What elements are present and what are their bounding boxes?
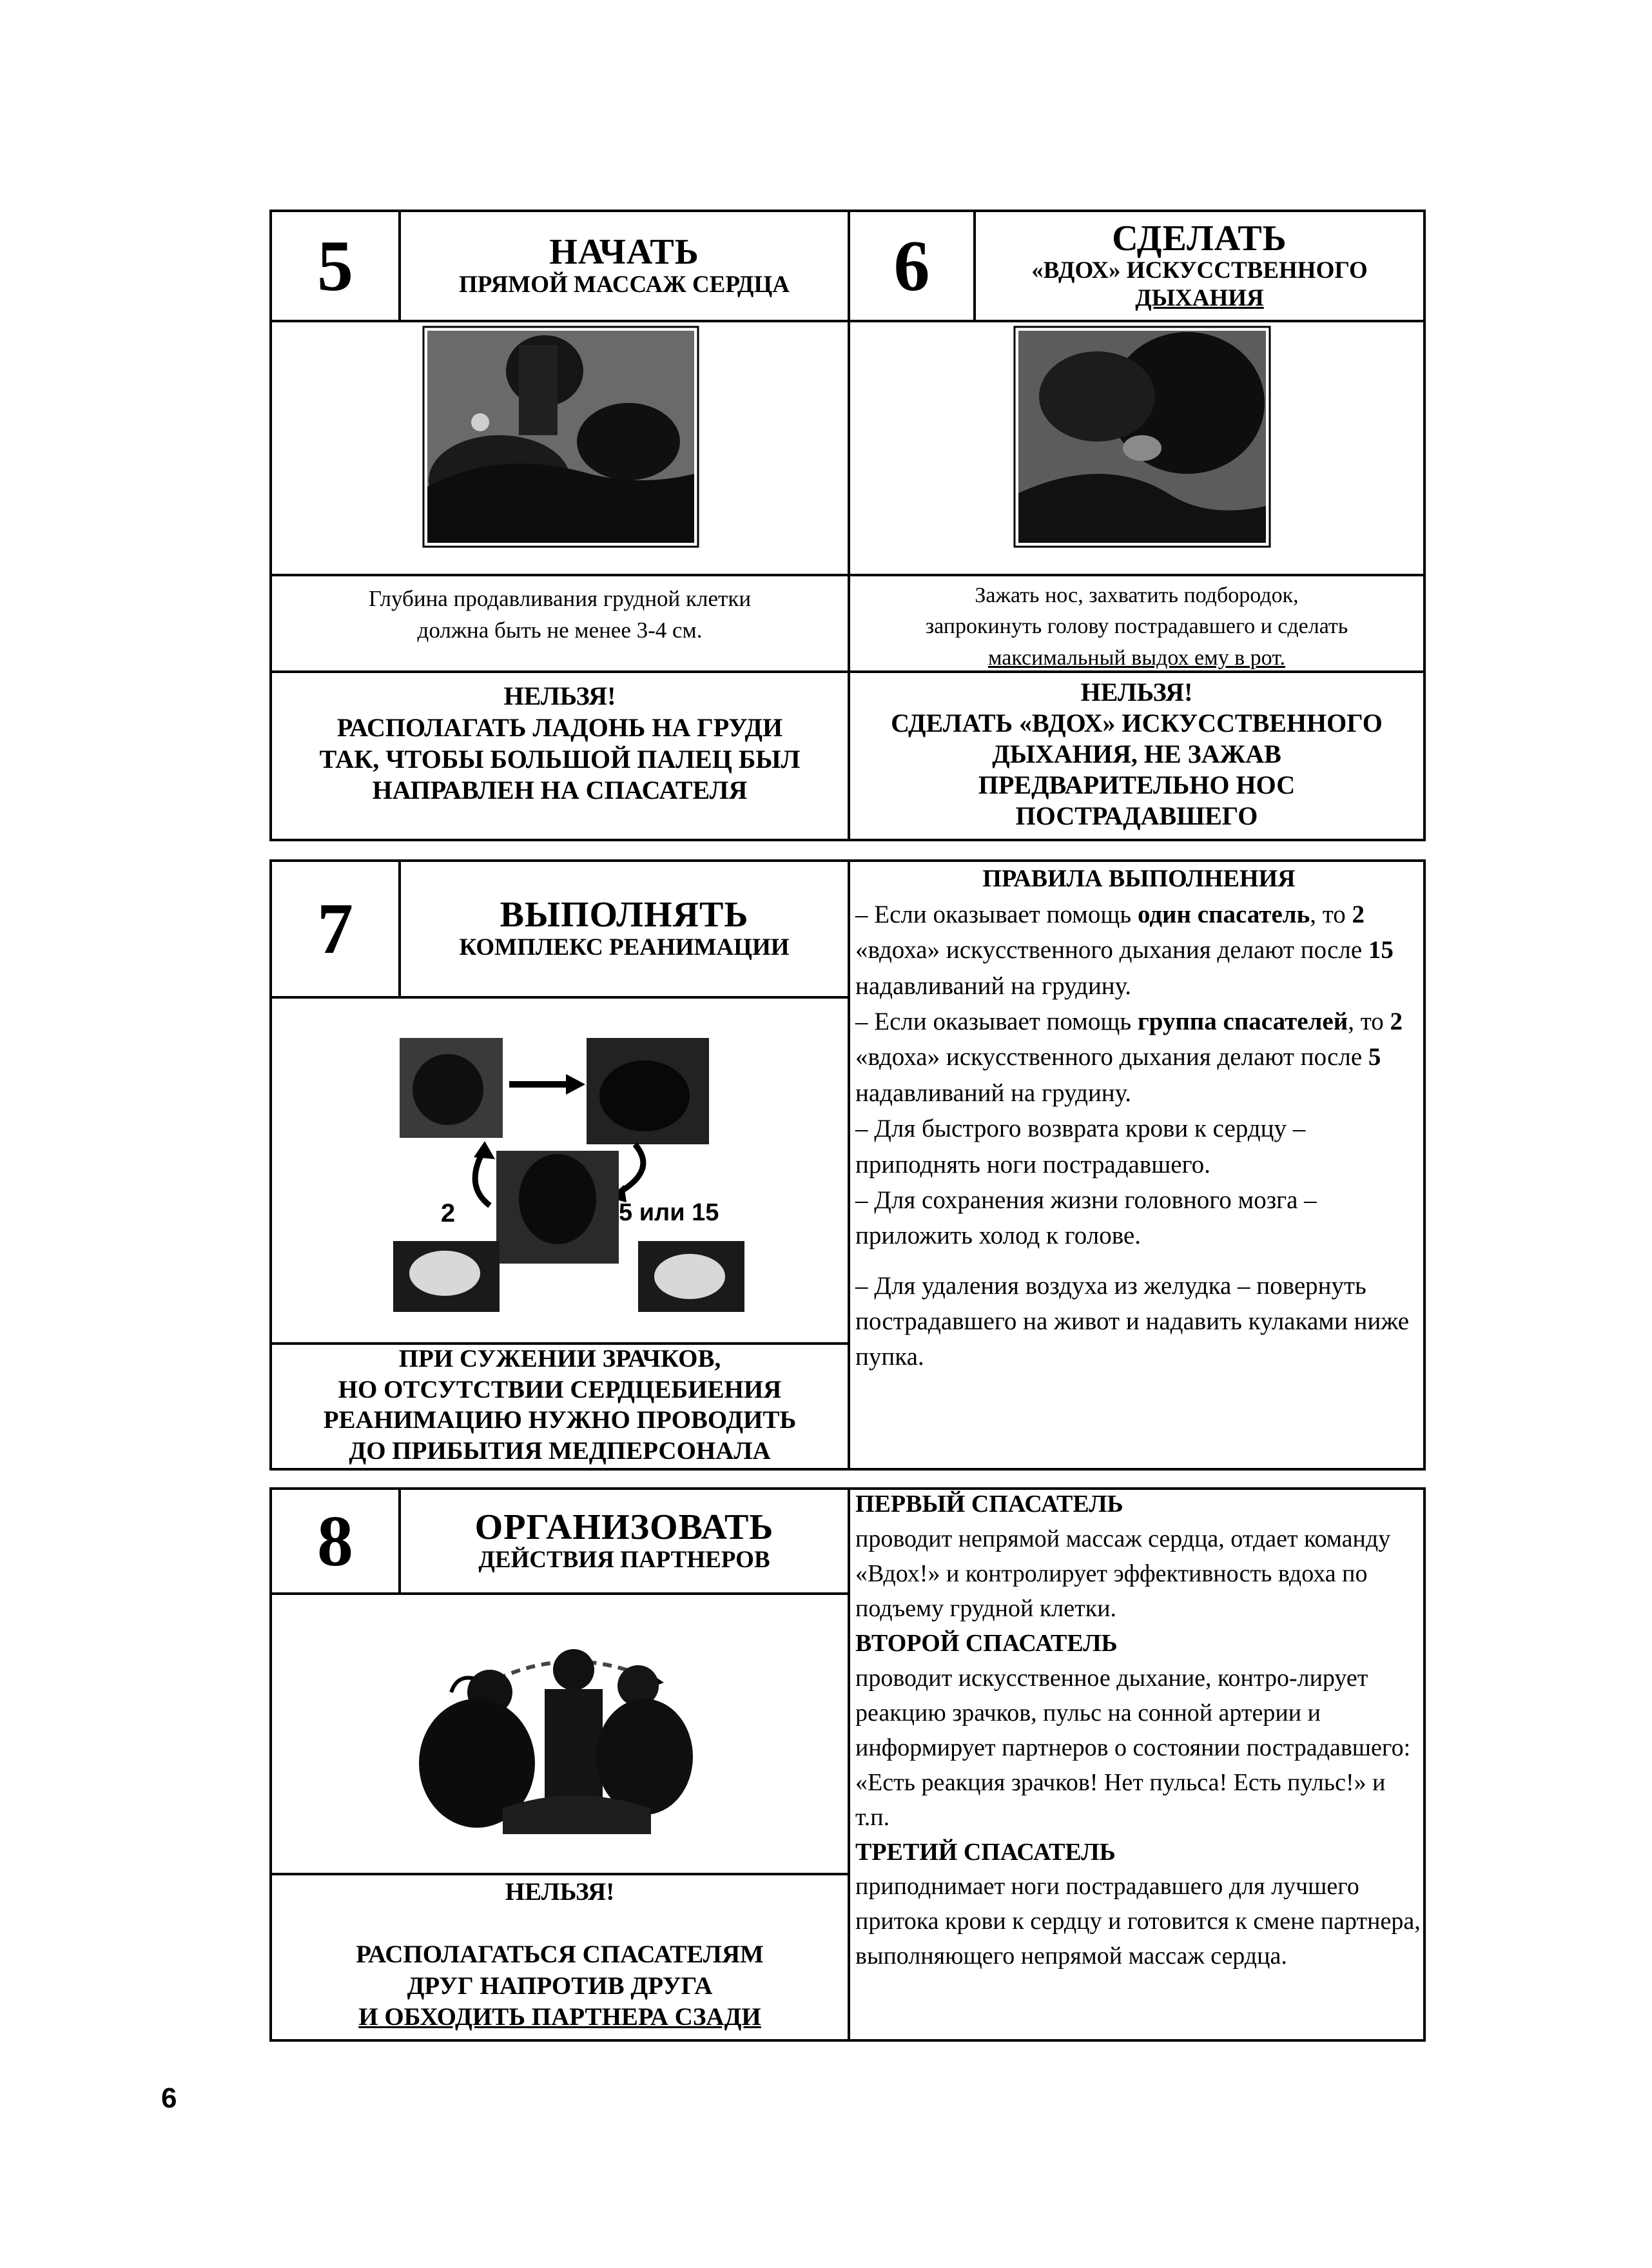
warning-line: И ОБХОДИТЬ ПАРТНЕРА СЗАДИ [358,2003,761,2031]
rules-title: ПРАВИЛА ВЫПОЛНЕНИЯ [982,865,1296,892]
step-subtitle: КОМПЛЕКС РЕАНИМАЦИИ [459,934,790,961]
warning-title: НЕЛЬЗЯ! [503,681,616,710]
step-subtitle: ДЫХАНИЯ [1135,284,1264,311]
rule-text: надавливаний на грудину. [855,1079,1132,1107]
rescue-breath-illustration [1013,326,1271,548]
forbidden-warning [272,676,848,838]
step-title-block [401,1490,848,1592]
note-line: НО ОТСУТСТВИИ СЕРДЦЕБИЕНИЯ [338,1375,782,1403]
divider [269,1592,850,1595]
role-title: ТРЕТИЙ СПАСАТЕЛЬ [855,1838,1116,1866]
warning-line: ПОСТРАДАВШЕГО [1015,801,1258,830]
caption-line: должна быть не менее 3-4 см. [417,618,703,643]
rule-emphasis: группа спасателей [1137,1008,1348,1036]
rule-text: «вдоха» искусственного дыхания делают после [855,936,1368,964]
rule-item [855,897,1423,1004]
divider [848,859,850,1471]
caption-line: Глубина продавливания грудной клетки [368,586,752,611]
warning-line: ДЫХАНИЯ, НЕ ЗАЖАВ [992,739,1281,768]
step-subtitle: «ВДОХ» ИСКУССТВЕННОГО [1031,257,1368,284]
role-text: приподнимает ноги пострадавшего для лучшего притока крови к сердцу и готовится к смене партнера, выполняющего непрямой массаж сердца. [855,1873,1421,1970]
step-subtitle: ДЕЙСТВИЯ ПАРТНЕРОВ [478,1546,770,1573]
warning-line: СДЕЛАТЬ «ВДОХ» ИСКУССТВЕННОГО [891,709,1383,738]
warning-line: ТАК, ЧТОБЫ БОЛЬШОЙ ПАЛЕЦ БЫЛ [319,744,801,774]
step-caption [850,579,1423,669]
breaths-count-label: 2 [440,1199,456,1227]
rule-text: «вдоха» искусственного дыхания делают после [855,1043,1368,1071]
step-number: 5 [317,226,353,306]
rule-number: 5 [1368,1043,1381,1071]
rule-number: 15 [1368,936,1394,964]
step-subtitle: ПРЯМОЙ МАССАЖ СЕРДЦА [459,271,790,298]
cpr-compression-illustration [422,326,699,548]
step-title: ВЫПОЛНЯТЬ [500,895,749,935]
warning-title: НЕЛЬЗЯ! [1080,678,1193,707]
step-title: ОРГАНИЗОВАТЬ [474,1507,774,1547]
rule-text: , то [1348,1008,1390,1036]
rescuers-team-illustration [406,1615,741,1853]
role-title: ВТОРОЙ СПАСАТЕЛЬ [855,1629,1118,1657]
step-number: 7 [317,889,353,969]
note-line: ПРИ СУЖЕНИИ ЗРАЧКОВ, [398,1345,721,1373]
warning-line: ПРЕДВАРИТЕЛЬНО НОС [978,770,1296,799]
step-number: 8 [317,1501,353,1581]
step-title-block [401,862,848,996]
warning-title: НЕЛЬЗЯ! [505,1878,615,1906]
resuscitation-cycle-diagram [387,1031,748,1315]
role-title: ПЕРВЫЙ СПАСАТЕЛЬ [855,1491,1123,1518]
step-caption [272,579,848,669]
rule-item: – Для удаления воздуха из желудка – повернуть пострадавшего на живот и надавить кулаками ниже пупка. [855,1271,1410,1371]
step-title: СДЕЛАТЬ [1112,218,1287,259]
divider [269,574,1426,576]
rule-text: надавливаний на грудину. [855,972,1132,1000]
rule-number: 2 [1390,1008,1403,1036]
page-number: 6 [161,2082,177,2114]
caption-line: Зажать нос, захватить подбородок, [975,583,1299,607]
rule-item [855,1004,1423,1111]
rescuer-roles [855,1487,1423,2042]
step-title-block [976,212,1423,320]
rule-text: , то [1310,900,1352,928]
divider [269,996,850,999]
role-text: проводит непрямой массаж сердца, отдает команду «Вдох!» и контролирует эффективность вдоха по подъему грудной клетки. [855,1525,1391,1622]
forbidden-warning [850,676,1423,838]
note-line: РЕАНИМАЦИЮ НУЖНО ПРОВОДИТЬ [323,1406,797,1434]
divider [848,1487,850,2042]
step-title-block [401,212,848,320]
rule-number: 2 [1352,900,1365,928]
step-title: НАЧАТЬ [549,231,699,272]
caption-line: запрокинуть голову пострадавшего и сделать [925,614,1348,639]
divider [269,1873,850,1875]
step-number: 6 [893,226,930,306]
caption-line: максимальный выдох ему в рот. [987,645,1286,670]
warning-line: РАСПОЛАГАТЬ ЛАДОНЬ НА ГРУДИ [336,712,783,742]
rule-item: – Для быстрого возврата крови к сердцу – приподнять ноги пострадавшего. [855,1115,1306,1178]
warning-line: РАСПОЛАГАТЬСЯ СПАСАТЕЛЯМ [356,1940,764,1968]
rule-emphasis: один спасатель [1137,900,1310,928]
rule-text: – Если оказывает помощь [855,1008,1138,1036]
note-line: ДО ПРИБЫТИЯ МЕДПЕРСОНАЛА [349,1436,771,1465]
rule-item: – Для сохранения жизни головного мозга – приложить холод к голове. [855,1186,1317,1250]
divider [269,320,1426,322]
forbidden-warning [272,1877,848,2039]
compressions-count-label: 5 или 15 [619,1199,719,1226]
role-text: проводит искусственное дыхание, контро-лирует реакцию зрачков, пульс на сонной артерии и информирует партнеров о состоянии пострадавшего: «Есть реакция зрачков! Нет пульса! Есть пульс!» и т.п. [855,1664,1411,1831]
warning-line: ДРУГ НАПРОТИВ ДРУГА [407,1971,713,2000]
execution-rules [855,862,1423,1468]
rule-text: – Если оказывает помощь [855,900,1138,928]
warning-line: НАПРАВЛЕН НА СПАСАТЕЛЯ [372,776,748,805]
resuscitation-note [272,1344,848,1468]
